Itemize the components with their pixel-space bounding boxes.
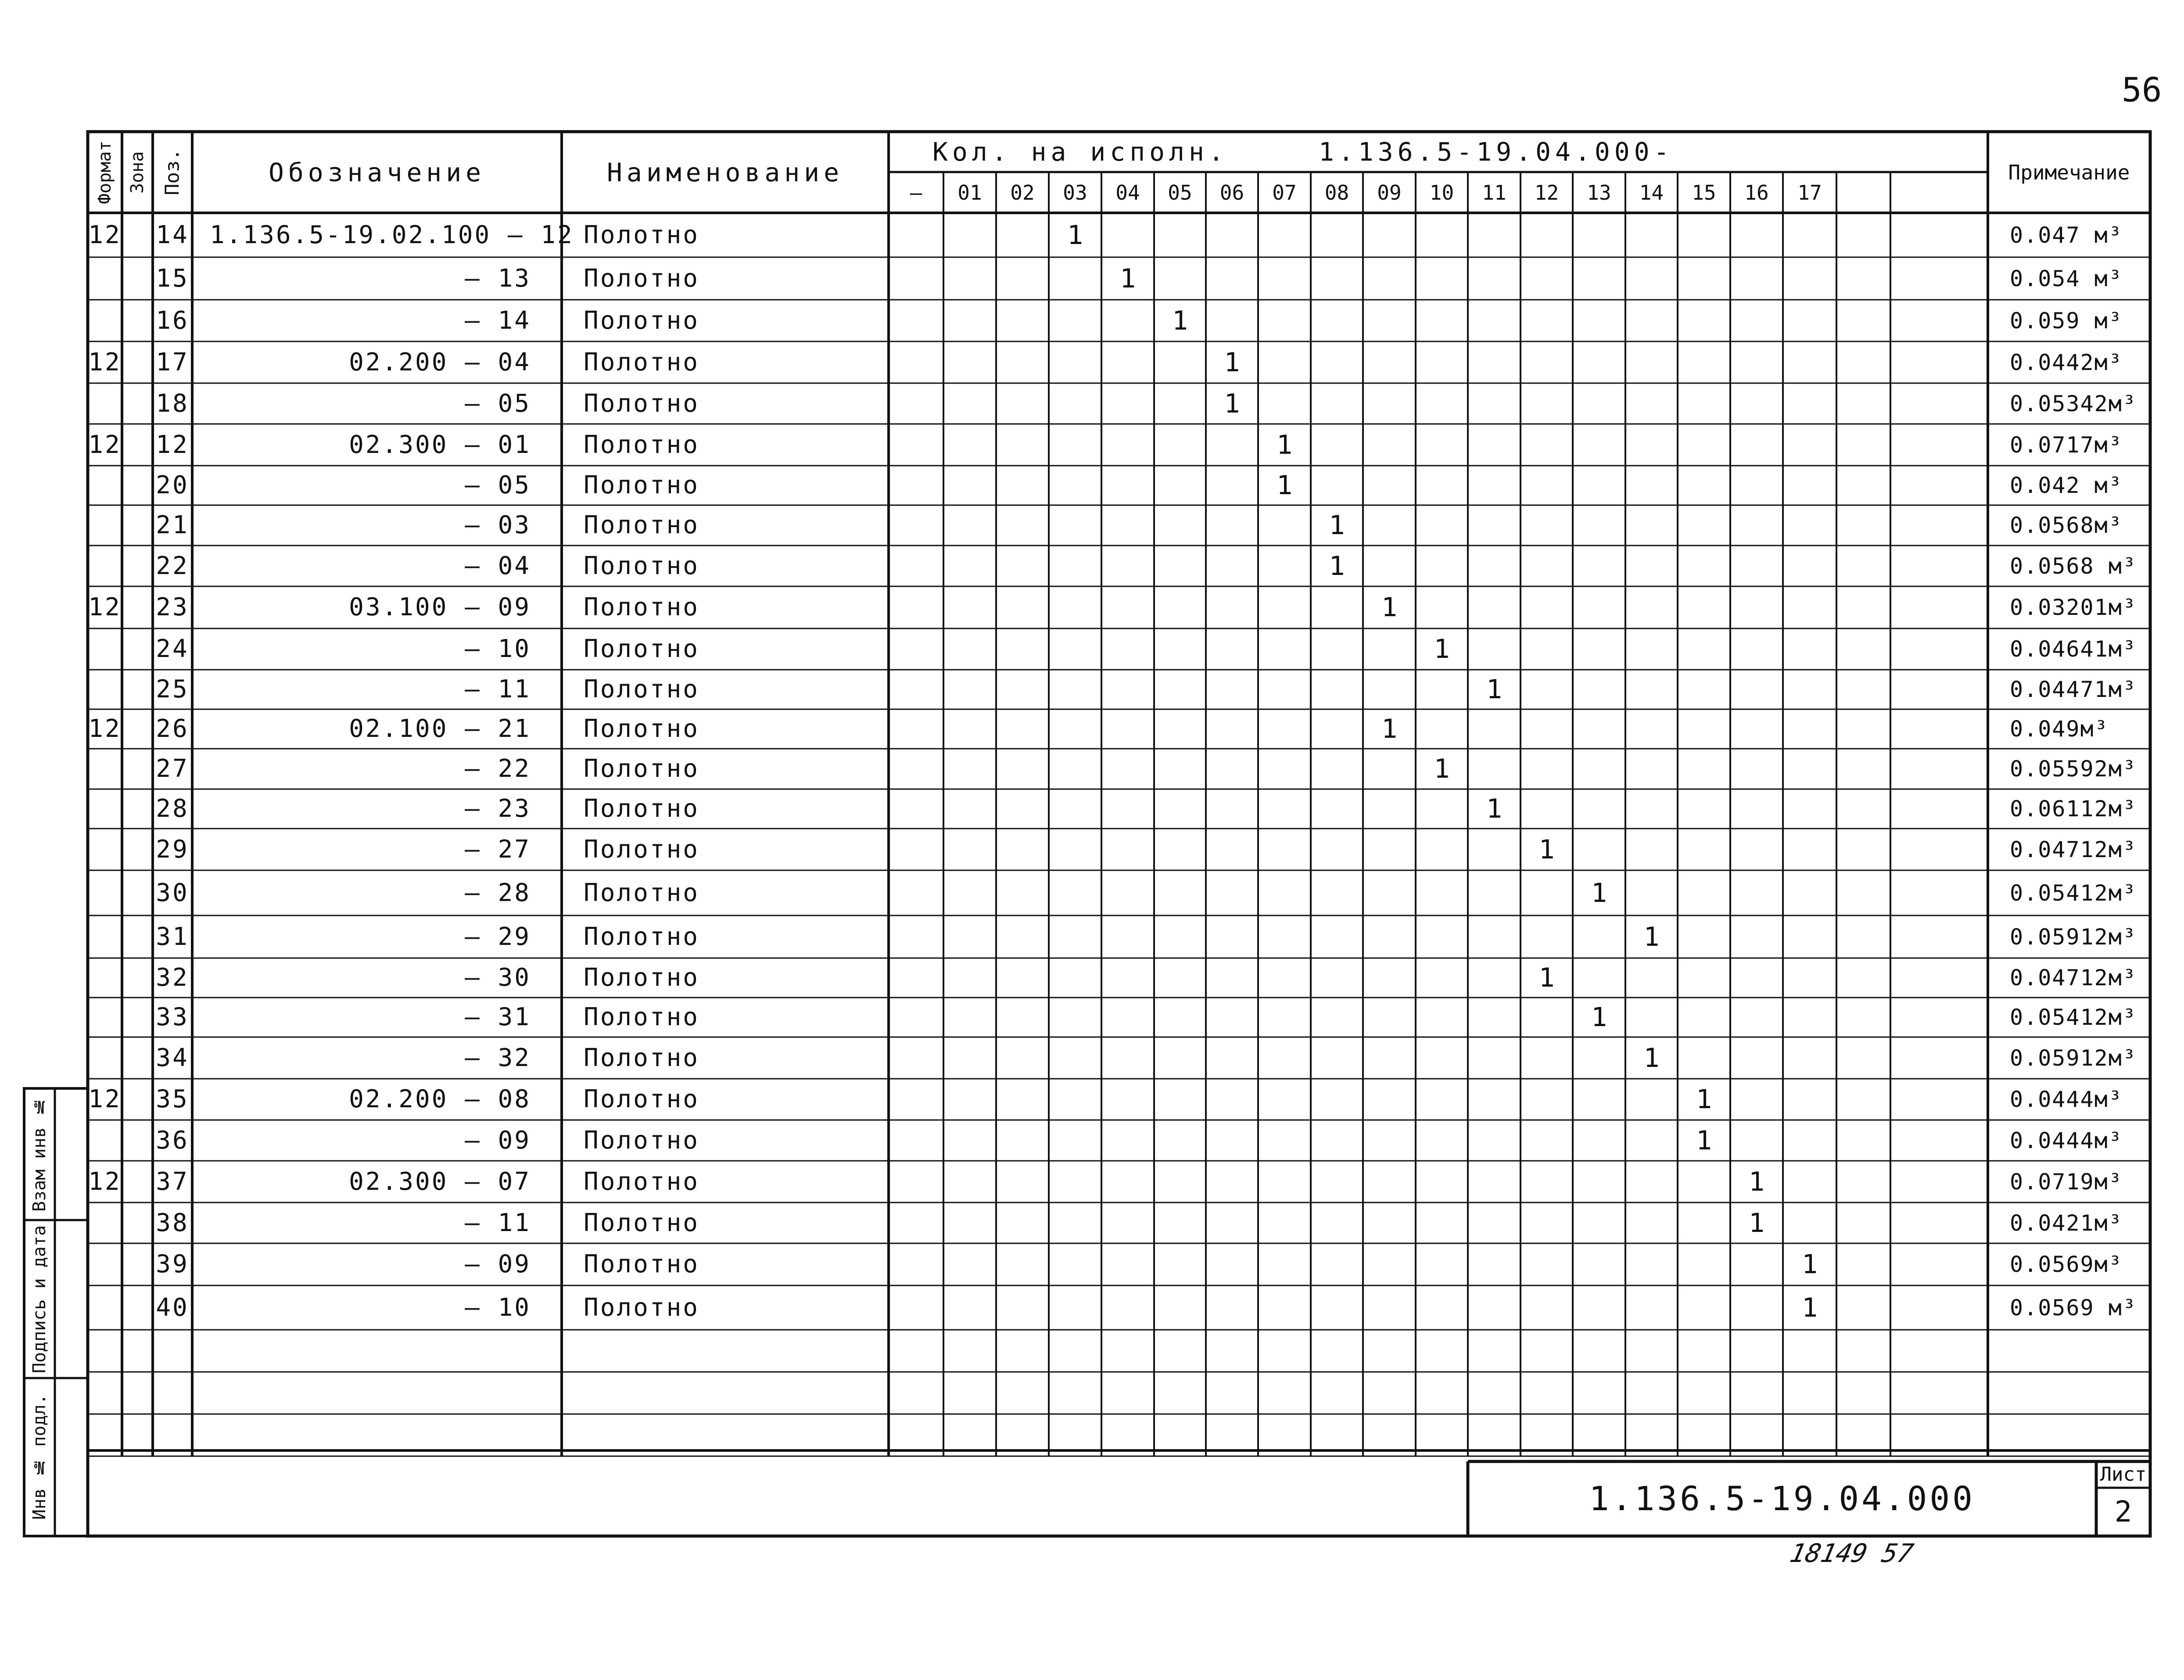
row-designation: — 09 [465,1250,531,1278]
row-format [88,466,122,505]
row-name: Полотно [584,878,700,907]
row-name: Полотно [584,835,700,864]
row-qty-mark: 1 [1381,592,1398,623]
row-qty-mark: 1 [1119,263,1136,294]
row-pos: 17 [156,348,189,377]
header-qty-document: 1.136.5-19.04.000- [1319,137,1674,167]
row-name: Полотно [584,1126,700,1155]
row-pos: 31 [156,922,189,951]
row-name: Полотно [584,794,700,823]
row-pos: 16 [156,306,189,335]
row-note: 0.04641м³ [2010,636,2137,662]
row-qty-mark: 1 [1224,388,1240,419]
row-qty-mark: 1 [1329,550,1345,582]
row-format [88,1120,122,1161]
row-note: 0.0568м³ [2010,513,2123,538]
row-designation: 03.100 — 09 [349,593,531,621]
row-name: Полотно [584,471,700,499]
row-name: Полотно [584,1293,700,1322]
header-variant-8: 08 [1324,180,1349,205]
row-pos: 38 [156,1208,189,1237]
header-variant-7: 07 [1272,180,1297,205]
row-designation: — 27 [465,835,531,864]
header-variant-6: 06 [1219,180,1244,205]
row-designation: — 22 [465,754,531,783]
row-pos: 37 [156,1167,189,1196]
sheet-number: 2 [2114,1495,2132,1529]
row-name: Полотно [584,220,700,249]
row-designation: — 04 [465,551,531,580]
row-format [88,546,122,586]
row-pos: 25 [156,675,189,704]
row-note: 0.04712м³ [2010,836,2137,862]
row-note: 0.047 м³ [2010,222,2123,248]
row-designation: — 30 [465,963,531,992]
header-variant-13: 13 [1587,180,1611,205]
row-format [88,870,122,915]
row-designation: — 05 [465,389,531,418]
row-note: 0.06112м³ [2010,796,2137,822]
row-designation: — 29 [465,922,531,951]
row-note: 0.05412м³ [2010,880,2137,906]
row-format: 12 [88,430,122,459]
row-format: 12 [88,1167,122,1196]
title-document-number: 1.136.5-19.04.000 [1589,1479,1975,1518]
row-qty-mark: 1 [1329,510,1345,541]
row-name: Полотно [584,635,700,663]
row-qty-mark: 1 [1801,1249,1818,1280]
row-qty-mark: 1 [1486,793,1503,824]
header-note: Примечание [2008,160,2130,184]
row-format: 12 [88,593,122,621]
row-pos: 14 [156,220,189,249]
row-note: 0.05592м³ [2010,756,2137,782]
row-pos: 27 [156,754,189,783]
row-format [88,958,122,998]
row-name: Полотно [584,264,700,293]
row-designation: — 11 [465,1208,531,1237]
header-variant-18 [1836,172,1890,213]
row-pos: 28 [156,794,189,823]
row-note: 0.03201м³ [2010,595,2137,620]
header-name: Наименование [606,157,844,187]
row-name: Полотно [584,306,700,335]
row-note: 0.0568 м³ [2010,553,2137,579]
row-qty-mark: 1 [1434,754,1450,784]
row-format: 12 [88,714,122,743]
row-note: 0.042 м³ [2010,473,2123,498]
row-designation: — 09 [465,1126,531,1155]
header-variant-2: 02 [1010,180,1035,205]
row-name: Полотно [584,963,700,992]
row-qty-mark: 1 [1486,674,1503,705]
row-designation: — 14 [465,306,531,335]
row-name: Полотно [584,389,700,418]
header-qty-label: Кол. на исполн. [932,137,1228,167]
row-qty-mark: 1 [1591,877,1607,908]
row-qty-mark: 1 [1276,470,1293,501]
row-designation: 02.200 — 08 [349,1085,531,1113]
row-format [88,300,122,341]
row-note: 0.0442м³ [2010,349,2123,375]
row-designation: 02.100 — 21 [349,714,531,743]
header-zone: Зона [127,151,147,194]
row-note: 0.049м³ [2010,716,2109,742]
header-variant-3: 03 [1063,180,1087,205]
row-note: 0.04712м³ [2010,965,2137,991]
header-variant-19 [1890,172,1988,213]
row-name: Полотно [584,1250,700,1278]
row-pos: 24 [156,635,189,663]
row-format [88,749,122,789]
row-qty-mark: 1 [1067,219,1083,251]
header-variant-14: 14 [1639,180,1664,205]
header-variant-9: 09 [1377,180,1402,205]
row-format: 12 [88,348,122,377]
header-pos: Поз. [161,149,184,196]
row-pos: 39 [156,1250,189,1278]
row-note: 0.0444м³ [2010,1127,2123,1153]
row-name: Полотно [584,1167,700,1196]
header-designation: Обозначение [268,157,486,187]
row-format [88,998,122,1037]
row-note: 0.0717м³ [2010,432,2123,458]
row-name: Полотно [584,922,700,951]
row-designation: 02.300 — 01 [349,430,531,459]
row-designation: — 28 [465,878,531,907]
row-pos: 12 [156,430,189,459]
row-note: 0.05412м³ [2010,1005,2137,1030]
row-qty-mark: 1 [1538,834,1555,865]
row-designation: 02.200 — 04 [349,348,531,377]
row-qty-mark: 1 [1172,305,1188,336]
row-format [88,1285,122,1330]
row-designation: — 10 [465,635,531,663]
row-note: 0.05912м³ [2010,1045,2137,1071]
row-pos: 29 [156,835,189,864]
row-name: Полотно [584,348,700,377]
row-designation: — 32 [465,1043,531,1072]
row-pos: 23 [156,593,189,621]
row-format: 12 [88,1085,122,1113]
row-format [88,915,122,958]
header-variant-10: 10 [1429,180,1454,205]
row-note: 0.0569 м³ [2010,1295,2137,1321]
row-designation: 02.300 — 07 [349,1167,531,1196]
row-designation: — 03 [465,511,531,539]
row-pos: 36 [156,1126,189,1155]
row-qty-mark: 1 [1801,1292,1818,1323]
row-qty-mark: 1 [1591,1002,1607,1033]
row-name: Полотно [584,1085,700,1113]
row-format [88,829,122,870]
row-qty-mark: 1 [1381,714,1398,744]
row-format: 12 [88,220,122,249]
row-qty-mark: 1 [1643,921,1660,952]
row-pos: 35 [156,1085,189,1113]
header-variant-12: 12 [1534,180,1559,205]
row-name: Полотно [584,430,700,459]
row-note: 0.05912м³ [2010,924,2137,950]
row-name: Полотно [584,754,700,783]
sheet-label: Лист [2100,1463,2147,1486]
row-name: Полотно [584,1043,700,1072]
header-variant-5: 05 [1168,180,1192,205]
row-designation: 1.136.5-19.02.100 — 12 [210,220,574,249]
row-note: 0.054 м³ [2010,266,2123,291]
row-format [88,1203,122,1243]
row-note: 0.059 м³ [2010,308,2123,334]
row-designation: — 10 [465,1293,531,1322]
row-name: Полотно [584,511,700,539]
stamp-signature-date: Подпись и дата [29,1225,50,1373]
row-format [88,1243,122,1285]
row-format [88,1037,122,1079]
header-variant-17: 17 [1797,180,1822,205]
stamp-vzam-inv: Взам инв № [29,1096,50,1212]
row-note: 0.05342м³ [2010,391,2137,416]
row-format [88,789,122,829]
stamp-inv-podl: Инв № подл. [29,1394,50,1520]
header-variant-15: 15 [1692,180,1716,205]
row-format [88,628,122,670]
row-note: 0.0421м³ [2010,1210,2123,1236]
row-format [88,505,122,546]
row-qty-mark: 1 [1224,347,1240,378]
row-pos: 15 [156,264,189,293]
row-designation: — 11 [465,675,531,704]
archive-reference: 18149 57 [1787,1538,1916,1568]
row-qty-mark: 1 [1643,1042,1660,1073]
row-pos: 32 [156,963,189,992]
row-pos: 34 [156,1043,189,1072]
row-qty-mark: 1 [1696,1125,1712,1156]
row-name: Полотно [584,675,700,704]
row-pos: 21 [156,511,189,539]
row-designation: — 23 [465,794,531,823]
row-note: 0.0444м³ [2010,1087,2123,1112]
header-variant-1: 01 [958,180,982,205]
row-note: 0.0569м³ [2010,1252,2123,1277]
row-name: Полотно [584,714,700,743]
row-name: Полотно [584,593,700,621]
row-format [88,383,122,424]
row-qty-mark: 1 [1748,1166,1765,1197]
row-pos: 40 [156,1293,189,1322]
row-format [88,670,122,709]
row-format [88,257,122,300]
row-name: Полотно [584,1208,700,1237]
row-qty-mark: 1 [1276,429,1293,460]
row-note: 0.0719м³ [2010,1169,2123,1195]
row-pos: 33 [156,1003,189,1031]
row-name: Полотно [584,551,700,580]
row-name: Полотно [584,1003,700,1031]
page-number: 56 [2122,70,2162,109]
row-pos: 18 [156,389,189,418]
row-note: 0.04471м³ [2010,677,2137,702]
row-qty-mark: 1 [1434,634,1450,664]
row-pos: 20 [156,471,189,499]
row-pos: 22 [156,551,189,580]
row-pos: 26 [156,714,189,743]
row-designation: — 31 [465,1003,531,1031]
header-variant-16: 16 [1744,180,1769,205]
row-qty-mark: 1 [1696,1084,1712,1115]
row-designation: — 13 [465,264,531,293]
header-variant-11: 11 [1482,180,1506,205]
row-pos: 30 [156,878,189,907]
row-qty-mark: 1 [1748,1207,1765,1238]
header-variant-4: 04 [1115,180,1140,205]
row-qty-mark: 1 [1538,962,1555,993]
header-format: Формат [95,140,115,204]
header-variant-0: — [910,180,922,205]
row-designation: — 05 [465,471,531,499]
